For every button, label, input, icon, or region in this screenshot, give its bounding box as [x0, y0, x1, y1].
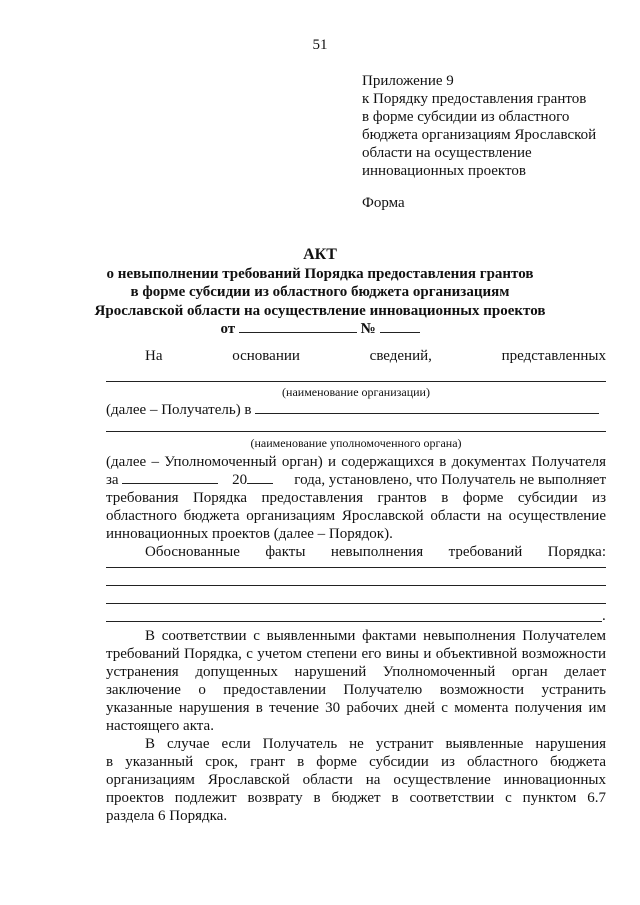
req-line: требования Порядка предоставления грантов в форме субсидии из	[106, 490, 606, 506]
title-line: о невыполнении требований Порядка предоставления грантов	[106, 265, 534, 282]
document-title	[0, 246, 640, 339]
title-date-number-line	[0, 320, 640, 339]
p1-word: На	[145, 348, 163, 364]
p4-line: проектов подлежит возврату в бюджет в соответствии с пунктом 6.7	[106, 790, 606, 806]
period-blank	[122, 471, 218, 484]
title-line: в форме субсидии из областного бюджета организациям	[130, 284, 510, 300]
p4-line: В случае если Получатель не устранит выявленные нарушения	[145, 736, 606, 752]
caption-authority: (наименование уполномоченного органа)	[250, 436, 462, 450]
recipient-line	[106, 401, 606, 419]
period-line	[106, 471, 606, 489]
form-label: Форма	[362, 195, 405, 211]
p1-line	[145, 347, 606, 365]
blank-line-authority	[106, 431, 606, 432]
number-blank	[380, 320, 420, 333]
facts-word: Обоснованные	[145, 544, 240, 560]
for-label: за	[106, 472, 119, 488]
page-number: 51	[312, 37, 328, 53]
docs-line: (далее – Уполномоченный орган) и содержащихся в документах Получателя	[106, 454, 606, 470]
appendix-line: к Порядку предоставления грантов	[362, 91, 587, 107]
period-left	[106, 471, 273, 489]
appendix-line: области на осуществление	[362, 145, 532, 161]
date-blank	[239, 320, 357, 333]
title-number-label: №	[360, 321, 376, 337]
year-blank	[247, 471, 273, 484]
budget-line: областного бюджета организациям Ярославской области на осуществление	[106, 508, 606, 524]
facts-word: Порядка:	[547, 544, 606, 560]
p3-line: настоящего акта.	[106, 718, 214, 734]
facts-word: факты	[265, 544, 306, 560]
p4-line: в указанный срок, грант в форме субсидии из областного бюджета	[106, 754, 606, 770]
facts-blank-line	[106, 567, 606, 568]
caption-organization: (наименование организации)	[282, 385, 430, 399]
p1-word: представленных	[501, 348, 606, 364]
facts-line	[145, 543, 606, 561]
facts-word: требований	[448, 544, 523, 560]
p4-line: раздела 6 Порядка.	[106, 808, 228, 824]
facts-blank-line	[106, 603, 606, 604]
p3-line: требований Порядка, с учетом степени его вины и объективной возможности	[106, 646, 606, 662]
blank-line-organization	[106, 381, 606, 382]
p3-line: устранения допущенных нарушений Уполномоченный орган делает	[106, 664, 606, 680]
appendix-line: инновационных проектов	[362, 163, 526, 179]
facts-blank-line	[106, 621, 602, 622]
recipient-blank	[255, 401, 599, 414]
p3-line: указанные нарушения в течение 30 рабочих дней с момента получения им	[106, 700, 606, 716]
recipient-prefix: (далее – Получатель) в	[106, 402, 252, 418]
projects-line: инновационных проектов (далее – Порядок).	[106, 526, 393, 542]
facts-blank-line	[106, 585, 606, 586]
p1-word: сведений,	[369, 348, 432, 364]
p1-word: основании	[232, 348, 300, 364]
facts-period: .	[602, 608, 606, 624]
p4-line: организациям Ярославской области на осуществление инновационных	[106, 772, 606, 788]
appendix-line: в форме субсидии из областного	[362, 109, 570, 125]
p3-line: заключение о предоставлении Получателю возможности устранить	[106, 682, 606, 698]
p3-line: В соответствии с выявленными фактами невыполнения Получателем	[145, 628, 606, 644]
title-act: АКТ	[303, 246, 337, 263]
title-from-label: от	[220, 321, 236, 337]
appendix-line: Приложение 9	[362, 73, 454, 89]
period-rest: года, установлено, что Получатель не выполняет	[294, 472, 606, 488]
year-prefix: 20	[232, 472, 248, 488]
appendix-line: бюджета организациям Ярославской	[362, 127, 597, 143]
appendix-block	[362, 72, 612, 180]
facts-word: невыполнения	[330, 544, 424, 560]
title-line: Ярославской области на осуществление инновационных проектов	[94, 302, 546, 319]
